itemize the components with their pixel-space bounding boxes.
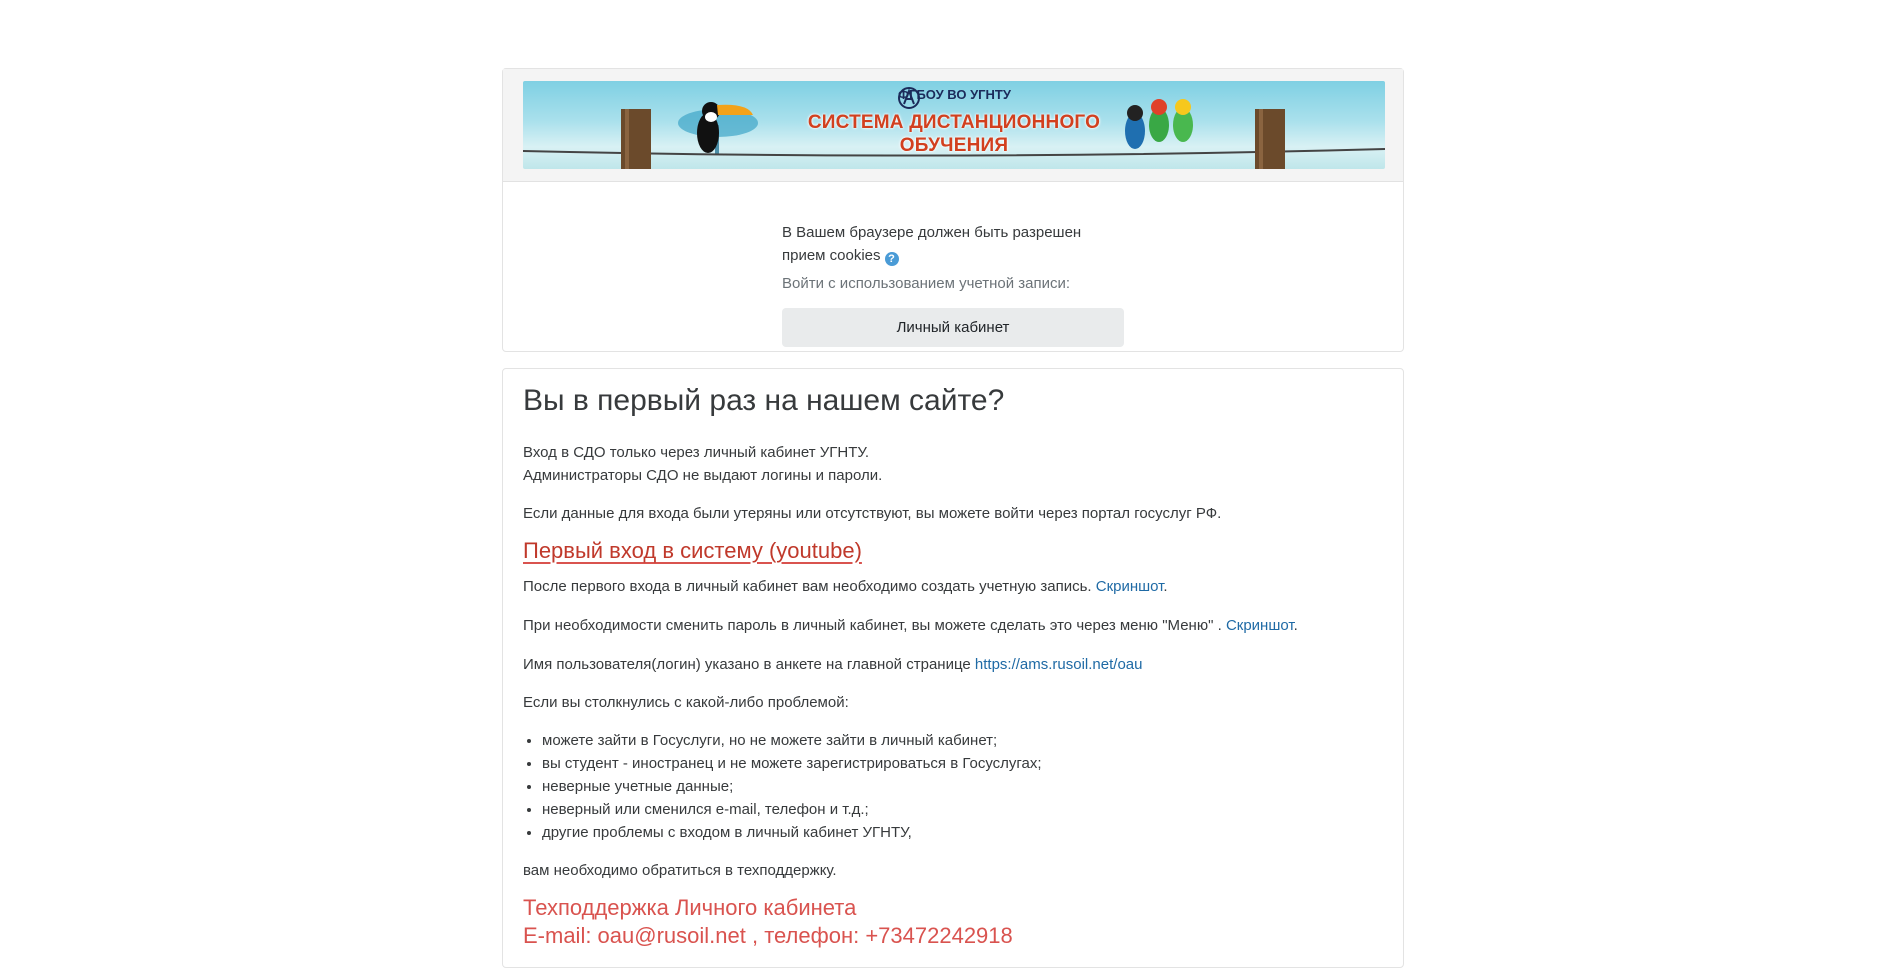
help-icon[interactable]: ? <box>885 252 899 266</box>
create-account-note: После первого входа в личный кабинет вам необходимо создать учетную запись. Скриншот. <box>523 578 1168 595</box>
list-item: • неверный или сменился e-mail, телефон и т.д.; <box>542 798 1042 821</box>
username-note <box>523 653 1142 676</box>
list-item: • вы студент - иностранец и не можете зарегистрироваться в Госуслугах; <box>542 752 1042 775</box>
first-visit-heading: Вы в первый раз на нашем сайте? <box>523 384 1005 417</box>
screenshot-link-1[interactable]: Скриншот <box>1095 578 1164 595</box>
list-item: • другие проблемы с входом в личный кабинет УГНТУ, <box>542 821 1042 844</box>
problems-list <box>523 729 1042 844</box>
login-card <box>502 68 1404 352</box>
support-title: Техподдержка Личного кабинета <box>523 895 857 920</box>
cookie-notice-text: прием cookies <box>782 247 881 264</box>
banner-title-line-1: СИСТЕМА ДИСТАНЦИОННОГО <box>807 112 1101 133</box>
cookie-notice-line-2 <box>782 244 1102 267</box>
list-item: • можете зайти в Госуслуги, но не можете зайти в личный кабинет; <box>542 729 1042 752</box>
username-text: Имя пользователя(логин) указано в анкете на главной странице <box>523 656 971 673</box>
support-block <box>523 894 1013 950</box>
list-item: • неверные учетные данные; <box>542 775 1042 798</box>
organization-label: ФГБОУ ВО УГНТУ <box>898 87 1011 102</box>
sdo-login-note: Вход в СДО только через личный кабинет УГНТУ. <box>523 444 870 461</box>
cookie-notice <box>782 221 1102 267</box>
gosuslugi-note: Если данные для входа были утеряны или отсутствуют, вы можете войти через портал госуслуг РФ. <box>523 505 1222 522</box>
change-password-text: При необходимости сменить пароль в личный кабинет, вы можете сделать это через меню "Меню" . <box>523 617 1222 634</box>
personal-cabinet-button[interactable]: Личный кабинет <box>782 308 1124 347</box>
banner-title-line-2: ОБУЧЕНИЯ <box>899 135 1009 156</box>
screenshot-link-2[interactable]: Скриншот <box>1225 617 1294 634</box>
first-visit-card <box>502 368 1404 968</box>
banner-title <box>723 111 1185 157</box>
cookie-notice-line-1: В Вашем браузере должен быть разрешен <box>782 224 1082 241</box>
support-contacts: E-mail: oau@rusoil.net , телефон: +73472242918 <box>523 923 1013 948</box>
first-login-youtube-link[interactable]: Первый вход в систему (youtube) <box>523 538 862 563</box>
create-account-text: После первого входа в личный кабинет вам необходимо создать учетную запись. <box>523 578 1092 595</box>
site-banner <box>523 81 1385 169</box>
organization-name <box>898 87 1011 102</box>
problem-intro: Если вы столкнулись с какой-либо проблемой: <box>523 694 849 711</box>
contact-support-note: вам необходимо обратиться в техподдержку. <box>523 862 837 879</box>
admins-note: Администраторы СДО не выдают логины и пароли. <box>523 467 883 484</box>
change-password-note: При необходимости сменить пароль в личный кабинет, вы можете сделать это через меню "Меню" . Скриншот. <box>523 617 1298 634</box>
login-with-label: Войти с использованием учетной записи: <box>782 275 1071 292</box>
ams-portal-link[interactable]: https://ams.rusoil.net/oau <box>974 656 1143 673</box>
university-logo-icon <box>898 87 920 109</box>
header-banner-area <box>503 69 1403 182</box>
